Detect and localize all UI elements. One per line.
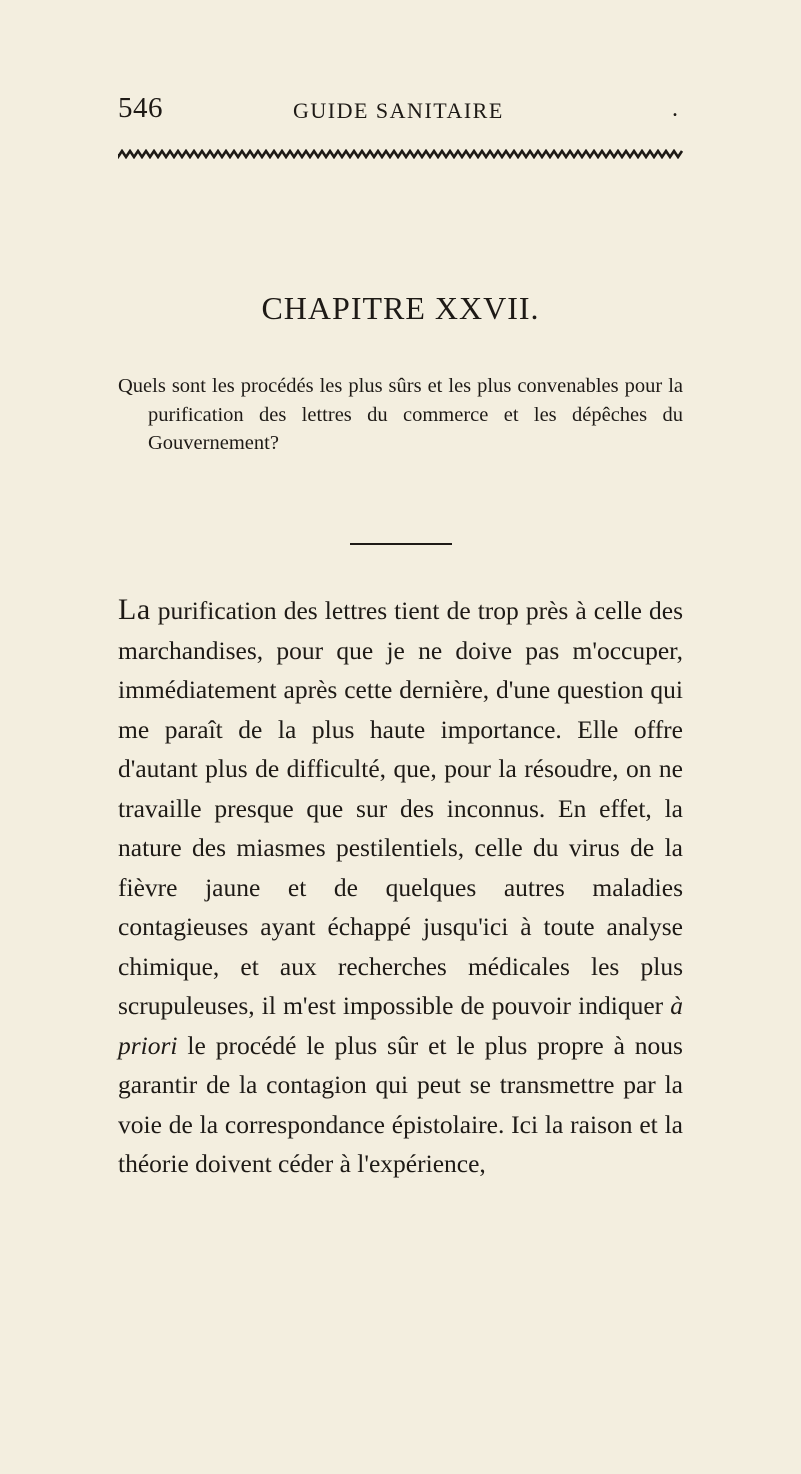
body-paragraph xyxy=(118,590,683,1184)
section-divider xyxy=(350,543,452,545)
running-title: GUIDE SANITAIRE xyxy=(293,98,504,123)
lead-word: La xyxy=(118,593,151,626)
page-number: 546 xyxy=(118,92,163,124)
running-head xyxy=(118,92,683,132)
running-head-mark: . xyxy=(672,96,678,122)
italic-phrase: à priori xyxy=(118,991,683,1060)
ornamental-rule xyxy=(118,149,683,159)
body-text-part-2: le procédé le plus sûr et le plus propre à nous garantir de la contagion qui peut se transmettre par la voie de la correspondance épistolaire. Ici la raison et la théorie doivent céder à l'expérience, xyxy=(118,1030,683,1178)
body-text-part-1: purification des lettres tient de trop près à celle des marchandises, pour que je ne doive pas m'occuper, immédiatement après cette dernière, d'une question qui me paraît de la plus haute importance. Elle offre d'autant plus de difficulté, que, pour la résoudre, on ne travaille presque que sur des inconnus. En effet, la nature des miasmes pestilentiels, celle du virus de la fièvre jaune et de quelques autres maladies contagieuses ayant échappé jusqu'ici à toute analyse chimique, et aux recherches médicales les plus scrupuleuses, il m'est impossible de pouvoir indiquer xyxy=(118,596,683,1020)
chapter-summary xyxy=(118,372,683,458)
chapter-title: CHAPITRE XXVII. xyxy=(261,290,540,326)
summary-text: Quels sont les procédés les plus sûrs et les plus convenables pour la purification des lettres du commerce et les dépêches du Gouvernement? xyxy=(118,375,683,454)
